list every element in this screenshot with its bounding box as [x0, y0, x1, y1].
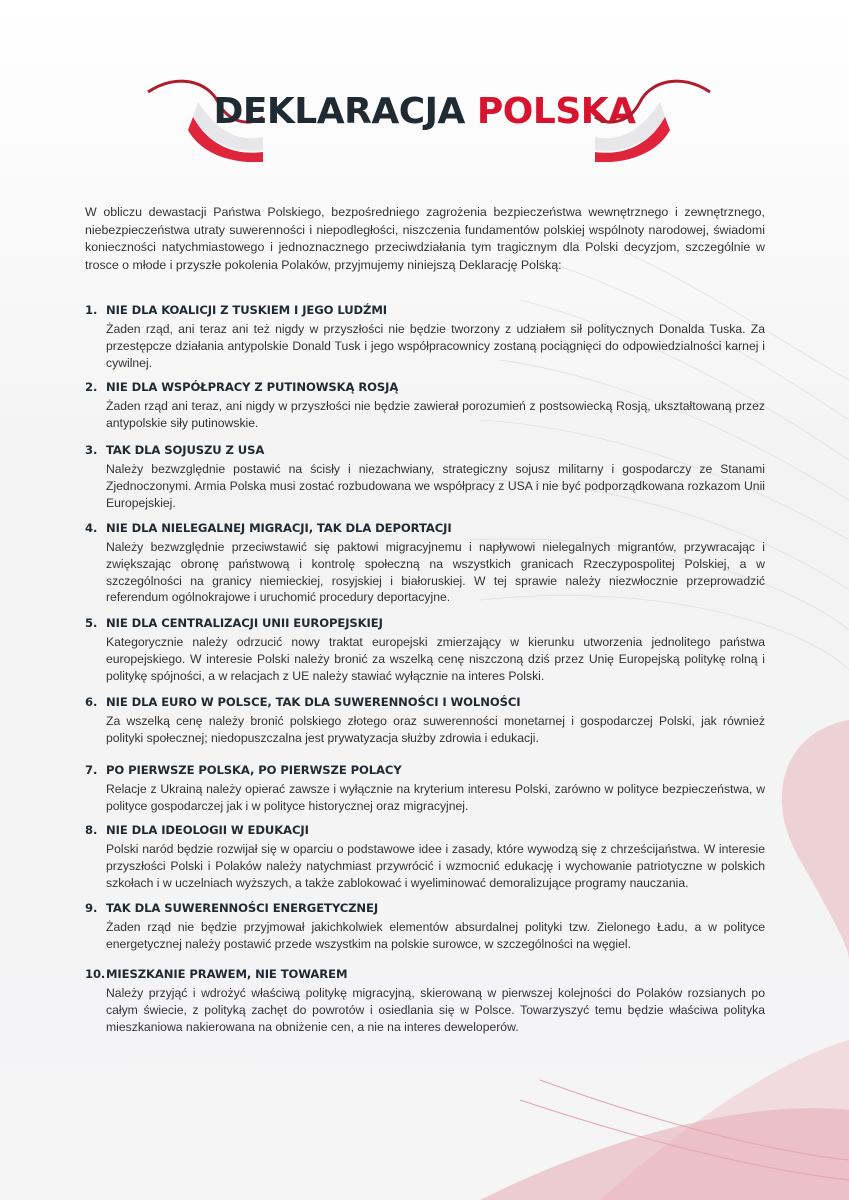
item-body: Kategorycznie należy odrzucić nowy traktat europejski zmierzający w kierunku utworzenia jednolitego państwa europejskiego. W interesie Polski należy bronić za wszelką cenę niszczoną dziś przez Unię Europejską politykę rolną i politykę spójności, a w relacjach z UE należy stawiać wyłącznie na interes Polski. [106, 635, 765, 683]
list-item [85, 442, 765, 520]
item-body: Należy przyjąć i wdrożyć właściwą politykę migracyjną, skierowaną w pierwszej kolejności do Polaków rozsianych po całym świecie, z polityką zachęt do powrotów i osiedlania się w Polsce. Towarzyszyć temu będzie właściwa polityka mieszkaniowa nakierowana na obniżenie cen, a nie na interes deweloperów. [106, 986, 765, 1034]
item-heading: NIE DLA NIELEGALNEJ MIGRACJI, TAK DLA DEPORTACJI [106, 521, 452, 535]
flag-ribbon-right-icon [590, 72, 720, 162]
item-body: Należy bezwzględnie postawić na ścisły i niezachwiany, strategiczny sojusz militarny i gospodarczy ze Stanami Zjednoczonymi. Armia Polska musi zostać rozbudowana we współpracy z USA i nie być podporządkowana rozkazom Unii Europejskiej. [106, 462, 765, 510]
item-heading: TAK DLA SOJUSZU Z USA [106, 443, 265, 457]
header [0, 72, 849, 162]
item-heading: TAK DLA SUWERENNOŚCI ENERGETYCZNEJ [106, 901, 379, 915]
list-item [85, 520, 765, 615]
item-number: 5. [85, 616, 98, 630]
item-number: 9. [85, 901, 98, 915]
item-heading: MIESZKANIE PRAWEM, NIE TOWAREM [106, 967, 348, 981]
item-body: Polski naród będzie rozwijał się w oparciu o podstawowe idee i zasady, które wywodzą się z chrześcijaństwa. W interesie przyszłości Polski i Polaków należy natychmiast przywrócić i wzmocnić edukację i wychowanie patriotyczne w polskich szkołach i w uczelniach wyższych, a także zablokować i wyeliminować demoralizujące programy nauczania. [106, 842, 765, 890]
intro-paragraph: W obliczu dewastacji Państwa Polskiego, bezpośredniego zagrożenia bezpieczeństwa wewnętrznego i zewnętrznego, niebezpieczeństwa utraty suwerenności i niepodległości, niszczenia fundamentów polskiej wspólnoty narodowej, świadomi konieczności natychmiastowego i jednoznacznego przeciwdziałania tym tragicznym dla Polski decyzjom, szczególnie w trosce o młode i przyszłe pokolenia Polaków, przyjmujemy niniejszą Deklarację Polską: [85, 205, 765, 272]
item-body: Żaden rząd, ani teraz ani też nigdy w przyszłości nie będzie tworzony z udziałem sił politycznych Donalda Tuska. Za przestępcze działania antypolskie Donald Tusk i jego współpracownicy zostaną pociągnięci do odpowiedzialności karnej i cywilnej. [106, 322, 765, 370]
item-heading: NIE DLA KOALICJI Z TUSKIEM I JEGO LUDŹMI [106, 303, 388, 317]
list-item [85, 762, 765, 822]
item-number: 8. [85, 823, 98, 837]
item-heading: NIE DLA WSPÓŁPRACY Z PUTINOWSKĄ ROSJĄ [106, 380, 399, 394]
item-body: Żaden rząd nie będzie przyjmował jakichkolwiek elementów absurdalnej polityki tzw. Zielonego Ładu, a w polityce energetycznej należy postawić przede wszystkim na polskie surowce, w szczególności na węgiel. [106, 920, 765, 951]
item-number: 10. [85, 967, 106, 981]
item-heading: PO PIERWSZE POLSKA, PO PIERWSZE POLACY [106, 763, 402, 777]
list-item [85, 615, 765, 694]
page-title [0, 90, 849, 134]
item-number: 6. [85, 695, 98, 709]
item-number: 7. [85, 763, 98, 777]
item-number: 1. [85, 303, 98, 317]
title-part-red: POLSKA [476, 91, 636, 132]
item-number: 2. [85, 380, 98, 394]
item-heading: NIE DLA IDEOLOGII W EDUKACJI [106, 823, 309, 837]
item-body: Żaden rząd ani teraz, ani nigdy w przyszłości nie będzie zawierał porozumień z postsowiecką Rosją, ukształtowaną przez antypolskie siły putinowskie. [106, 399, 765, 430]
declaration-list [85, 302, 765, 1046]
item-number: 4. [85, 521, 98, 535]
item-body: Za wszelką cenę należy bronić polskiego złotego oraz suwerenności monetarnej i gospodarczej Polski, jak również polityki społecznej; niedopuszczalna jest prywatyzacja służby zdrowia i edukacji. [106, 714, 765, 745]
list-item [85, 694, 765, 762]
item-body: Należy bezwzględnie przeciwstawić się paktowi migracyjnemu i napływowi nielegalnych migrantów, przywracając i zwiększając obronę państwową i kontrolę społeczną na wszystkich granicach Rzeczypospolitej Polskiej, a w szczególności na granicy niemieckiej, rosyjskiej i białoruskiej. W tej sprawie należy niezwłocznie przeprowadzić referendum ogólnokrajowe i uruchomić procedury deportacyjne. [106, 540, 765, 605]
list-item [85, 822, 765, 900]
list-item [85, 966, 765, 1046]
item-heading: NIE DLA EURO W POLSCE, TAK DLA SUWERENNOŚCI I WOLNOŚCI [106, 695, 521, 709]
title-part-dark: DEKLARACJA [213, 91, 465, 132]
list-item [85, 302, 765, 377]
item-body: Relacje z Ukrainą należy opierać zawsze i wyłącznie na kryterium interesu Polski, zarówno w polityce bezpieczeństwa, w polityce gospodarczej jak i w polityce historycznej oraz migracyjnej. [106, 782, 765, 813]
item-number: 3. [85, 443, 98, 457]
item-heading: NIE DLA CENTRALIZACJI UNII EUROPEJSKIEJ [106, 616, 383, 630]
list-item [85, 379, 765, 442]
list-item [85, 900, 765, 966]
